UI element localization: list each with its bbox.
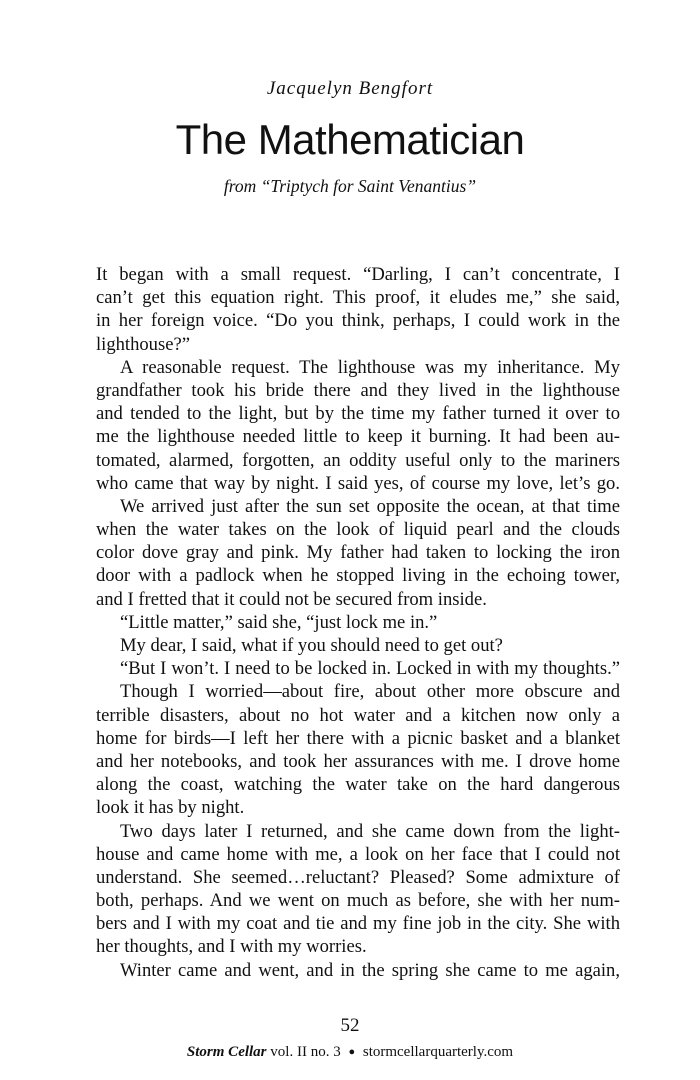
story-body (96, 263, 620, 982)
text-line: Two days later I returned, and she came down from the light- (120, 820, 620, 842)
text-line: can’t get this equation right. This proof, it eludes me,” she said, (96, 287, 620, 309)
text-line: house and came home with me, a look on her face that I could not (96, 843, 620, 865)
text-line: A reasonable request. The lighthouse was my inheritance. My (120, 356, 620, 378)
footer (0, 1044, 700, 1061)
text-line: tomated, alarmed, forgotten, an oddity useful only to the mariners (96, 449, 620, 471)
website-url: stormcellarquarterly.com (362, 1044, 514, 1060)
text-line: door with a padlock when he stopped living in the echoing tower, (96, 565, 620, 587)
text-line: when the water takes on the look of liquid pearl and the clouds (96, 519, 620, 541)
story-subtitle: from “Triptych for Saint Venantius” (223, 176, 477, 196)
text-line: “Little matter,” said she, “just lock me in.” (120, 611, 438, 633)
bullet-separator: ● (348, 1046, 356, 1058)
text-line: and her notebooks, and took her assurances with me. I drove home (96, 750, 620, 772)
text-line: bers and I with my coat and tie and my fine job in the city. She with (96, 913, 620, 935)
text-line: in her foreign voice. “Do you think, perhaps, I could work in the (96, 310, 620, 332)
issue-info: vol. II no. 3 (270, 1044, 341, 1060)
text-line: It began with a small request. “Darling, I can’t concentrate, I (96, 264, 620, 285)
magazine-name: Storm Cellar (186, 1044, 267, 1060)
text-line: me the lighthouse needed little to keep it burning. It had been au- (96, 426, 620, 448)
text-line: understand. She seemed…reluctant? Pleased? Some admixture of (96, 866, 620, 888)
text-line: look it has by night. (96, 797, 245, 819)
text-line: her thoughts, and I with my worries. (96, 936, 367, 958)
page-number: 52 (340, 1015, 360, 1036)
text-line: terrible disasters, about no hot water and a kitchen now only a (96, 704, 620, 726)
text-line: along the coast, watching the water take on the hard dangerous (96, 774, 620, 796)
author-name: Jacquelyn Bengfort (266, 78, 434, 99)
text-line: who came that way by night. I said yes, of course my love, let’s go. (96, 472, 620, 494)
text-line: Though I worried—about fire, about other more obscure and (120, 681, 620, 703)
text-line: and I fretted that it could not be secured from inside. (96, 588, 487, 610)
text-line: Winter came and went, and in the spring she came to me again, (120, 959, 620, 981)
text-line: and tended to the light, but by the time my father turned it over to (96, 403, 620, 425)
text-line: color dove gray and pink. My father had taken to locking the iron (96, 542, 620, 564)
text-line: lighthouse?” (96, 333, 190, 355)
text-line: home for birds—I left her there with a picnic basket and a blanket (96, 727, 620, 749)
text-line: both, perhaps. And we went on much as before, she with her num- (96, 890, 620, 912)
text-line: grandfather took his bride there and they lived in the lighthouse (96, 379, 620, 401)
text-line: We arrived just after the sun set opposite the ocean, at that time (120, 495, 620, 517)
story-title: The Mathematician (175, 116, 525, 163)
text-line: My dear, I said, what if you should need to get out? (120, 635, 503, 656)
text-line: “But I won’t. I need to be locked in. Locked in with my thoughts.” (120, 658, 620, 680)
